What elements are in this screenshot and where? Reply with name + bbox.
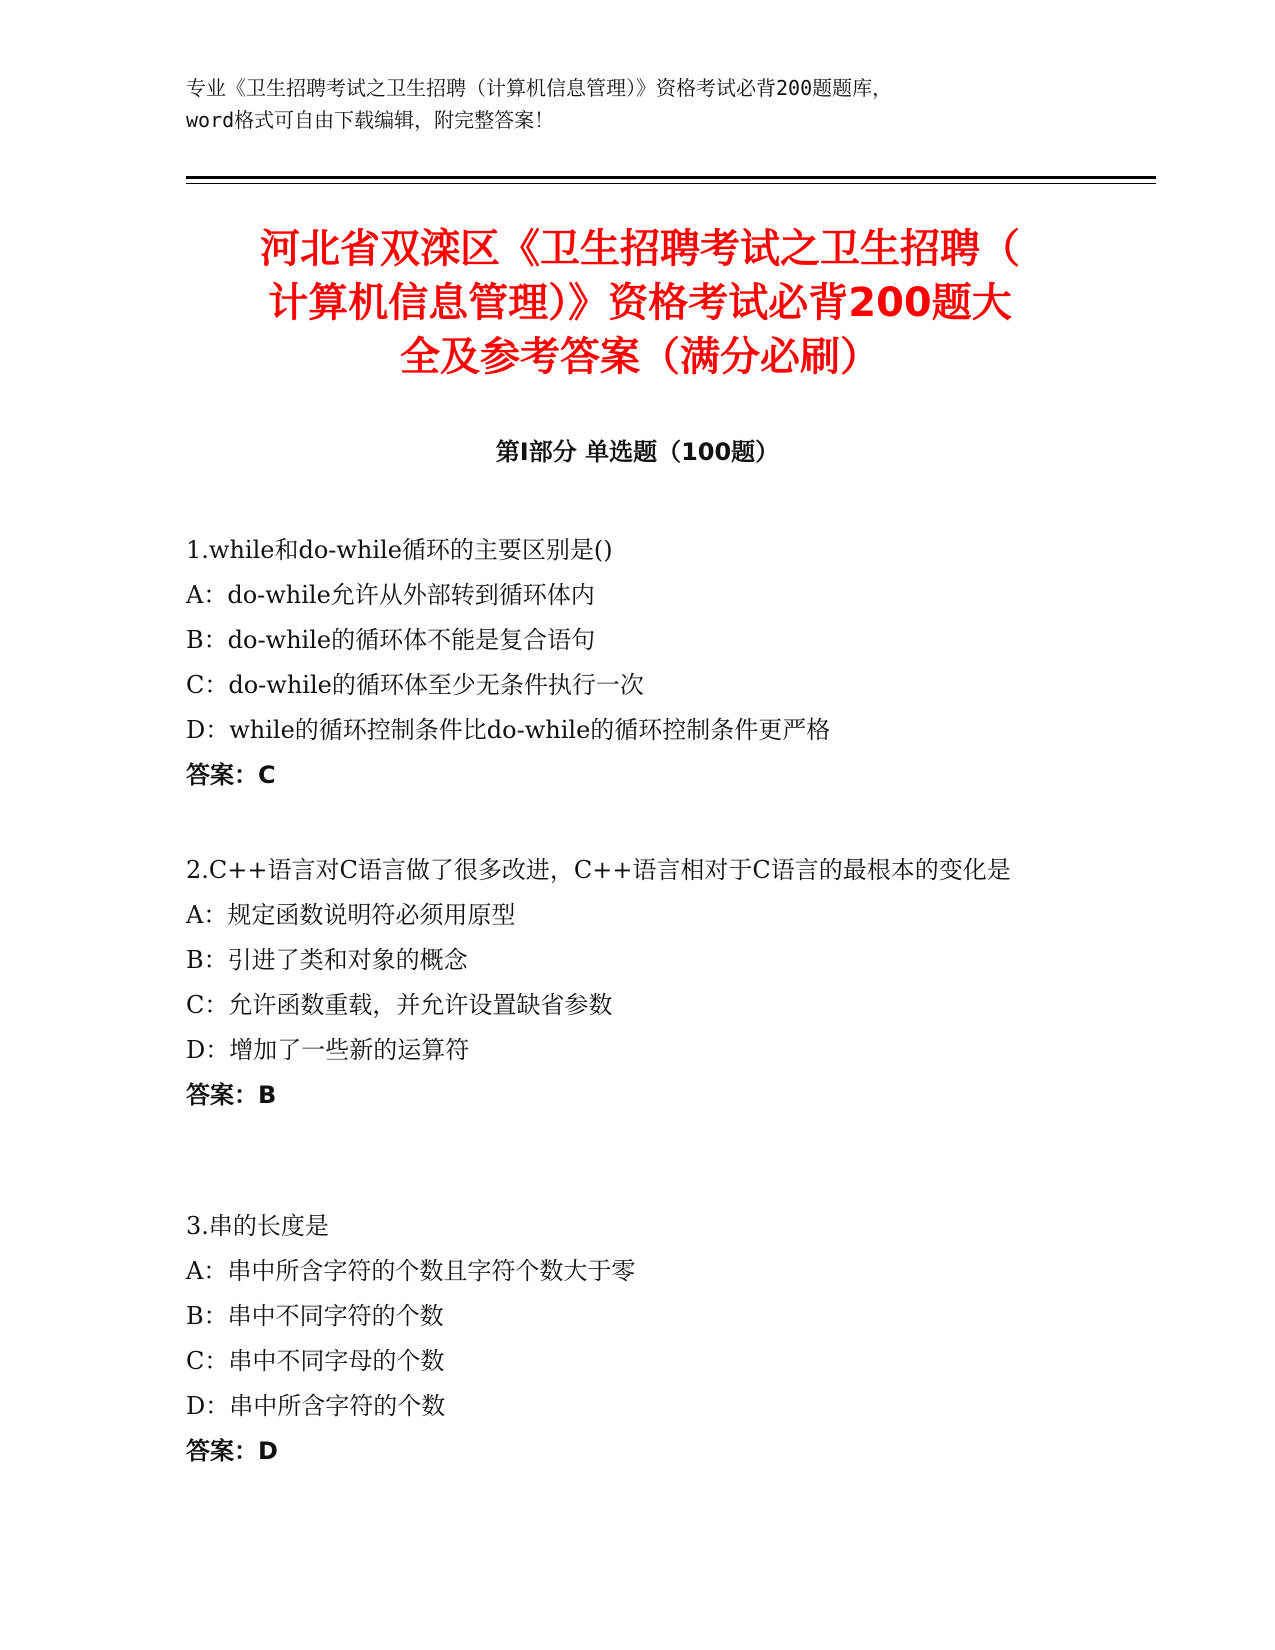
document-title (190, 222, 1090, 384)
question-stem: 3.串的长度是 (186, 1212, 329, 1240)
option-b: B：do-while的循环体不能是复合语句 (186, 626, 596, 654)
option-a: A：串中所含字符的个数且字符个数大于零 (186, 1257, 636, 1285)
option-c: C：允许函数重载，并允许设置缺省参数 (186, 991, 613, 1019)
document-title-line-3: 全及参考答案（满分必刷） (400, 334, 880, 380)
option-d: D：增加了一些新的运算符 (186, 1036, 470, 1064)
answer: 答案：B (186, 1081, 277, 1109)
question-3 (186, 1204, 1086, 1474)
answer: 答案：D (186, 1437, 278, 1465)
section-title: 第Ⅰ部分 单选题（100题） (495, 438, 780, 466)
option-b: B：引进了类和对象的概念 (186, 946, 468, 974)
header-note (186, 72, 1086, 136)
option-d: D：串中所含字符的个数 (186, 1392, 446, 1420)
option-a: A：规定函数说明符必须用原型 (186, 901, 516, 929)
option-b: B：串中不同字符的个数 (186, 1302, 444, 1330)
document-title-line-2: 计算机信息管理）》资格考试必背200题大 (268, 280, 1012, 326)
option-d: D：while的循环控制条件比do-while的循环控制条件更严格 (186, 716, 831, 744)
question-2 (186, 848, 1086, 1118)
header-note-line-2: word格式可自由下载编辑，附完整答案！ (186, 108, 555, 132)
option-a: A：do-while允许从外部转到循环体内 (186, 581, 595, 609)
header-divider-thin (186, 183, 1156, 184)
option-c: C：串中不同字母的个数 (186, 1347, 445, 1375)
question-stem: 1.while和do-while循环的主要区别是() (186, 536, 613, 564)
question-stem: 2.C++语言对C语言做了很多改进，C++语言相对于C语言的最根本的变化是 (186, 856, 1011, 884)
header-note-line-1: 专业《卫生招聘考试之卫生招聘（计算机信息管理）》资格考试必背200题题库， (186, 76, 893, 100)
question-1 (186, 528, 1086, 798)
header-divider-thick (186, 176, 1156, 179)
answer: 答案：C (186, 761, 276, 789)
document-title-line-1: 河北省双滦区《卫生招聘考试之卫生招聘（ (260, 226, 1020, 272)
option-c: C：do-while的循环体至少无条件执行一次 (186, 671, 644, 699)
